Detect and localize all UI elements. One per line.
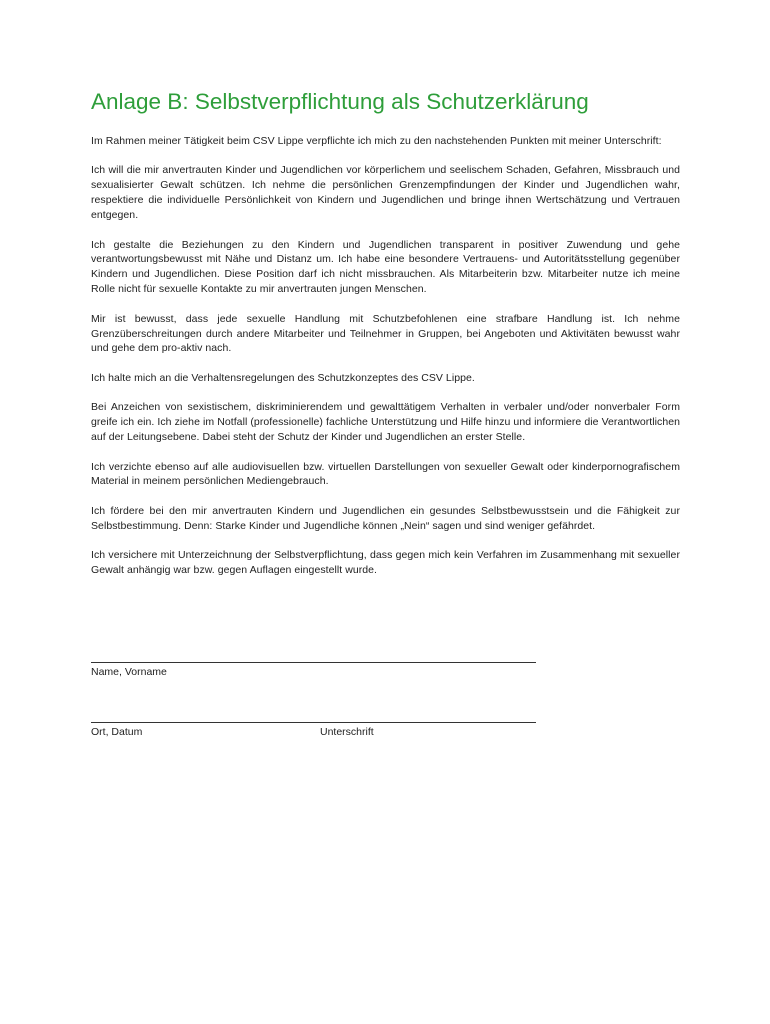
paragraph-protection: Ich will die mir anvertrauten Kinder und Jugendlichen vor körperlichem und seelischem Schaden, Gefahren, Missbrauch und sexualisierter Gewalt schützen. Ich nehme die persönlichen Grenzempfindungen der Kinder und Jugendlichen wahr, respektiere die individuelle Persönlichkeit von Kindern und Jugendlichen und bringe ihnen Wertschätzung und Vertrauen entgegen. (91, 164, 680, 222)
paragraph-declaration: Ich versichere mit Unterzeichnung der Selbstverpflichtung, dass gegen mich kein Verfahren im Zusammenhang mit sexueller Gewalt anhängig war bzw. gegen Auflagen eingestellt wurde. (91, 549, 680, 577)
document-title: Anlage B: Selbstverpflichtung als Schutzerklärung (91, 89, 589, 114)
place-date-signature-block (91, 722, 536, 741)
signature-label: Unterschrift (320, 726, 374, 738)
place-date-signature-line[interactable] (91, 722, 536, 723)
name-label: Name, Vorname (91, 666, 167, 678)
paragraph-empowerment: Ich fördere bei den mir anvertrauten Kindern und Jugendlichen ein gesundes Selbstbewusstsein und die Fähigkeit zur Selbstbestimmung. Denn: Starke Kinder und Jugendliche können „Nein“ sagen und sind weniger gefährdet. (91, 504, 680, 532)
paragraph-rules: Ich halte mich an die Verhaltensregelungen des Schutzkonzeptes des CSV Lippe. (91, 371, 475, 384)
paragraph-relationships: Ich gestalte die Beziehungen zu den Kindern und Jugendlichen transparent in positiver Zuwendung und gehe verantwortungsbewusst mit Nähe und Distanz um. Ich habe eine besondere Vertrauens- und Autoritätsstellung gegenüber Kindern und Jugendlichen. Diese Position darf ich nicht missbrauchen. Als Mitarbeiterin bzw. Mitarbeiter nutze ich meine Rolle nicht für sexuelle Kontakte zu mir anvertrauten jungen Menschen. (91, 238, 680, 296)
place-date-label: Ort, Datum (91, 726, 143, 738)
name-signature-line[interactable] (91, 662, 536, 663)
intro-paragraph: Im Rahmen meiner Tätigkeit beim CSV Lippe verpflichte ich mich zu den nachstehenden Punkten mit meiner Unterschrift: (91, 135, 662, 147)
name-signature-block (91, 662, 536, 681)
document-body (91, 88, 680, 592)
paragraph-awareness: Mir ist bewusst, dass jede sexuelle Handlung mit Schutzbefohlenen eine strafbare Handlung ist. Ich nehme Grenzüberschreitungen durch andere Mitarbeiter und Teilnehmer in Gruppen, bei Angeboten und Aktivitäten bewusst wahr und gehe dem pro-aktiv nach. (91, 312, 680, 355)
paragraph-media: Ich verzichte ebenso auf alle audiovisuellen bzw. virtuellen Darstellungen von sexueller Gewalt oder kinderpornografischem Material in meinem persönlichen Mediengebrauch. (91, 460, 680, 488)
paragraph-intervention: Bei Anzeichen von sexistischem, diskriminierendem und gewalttätigem Verhalten in verbaler und/oder nonverbaler Form greife ich ein. Ich ziehe im Notfall (professionelle) fachliche Unterstützung und Hilfe hinzu und informiere die Verantwortlichen auf der Leitungsebene. Dabei steht der Schutz der Kinder und Jugendlichen an erster Stelle. (91, 401, 680, 444)
